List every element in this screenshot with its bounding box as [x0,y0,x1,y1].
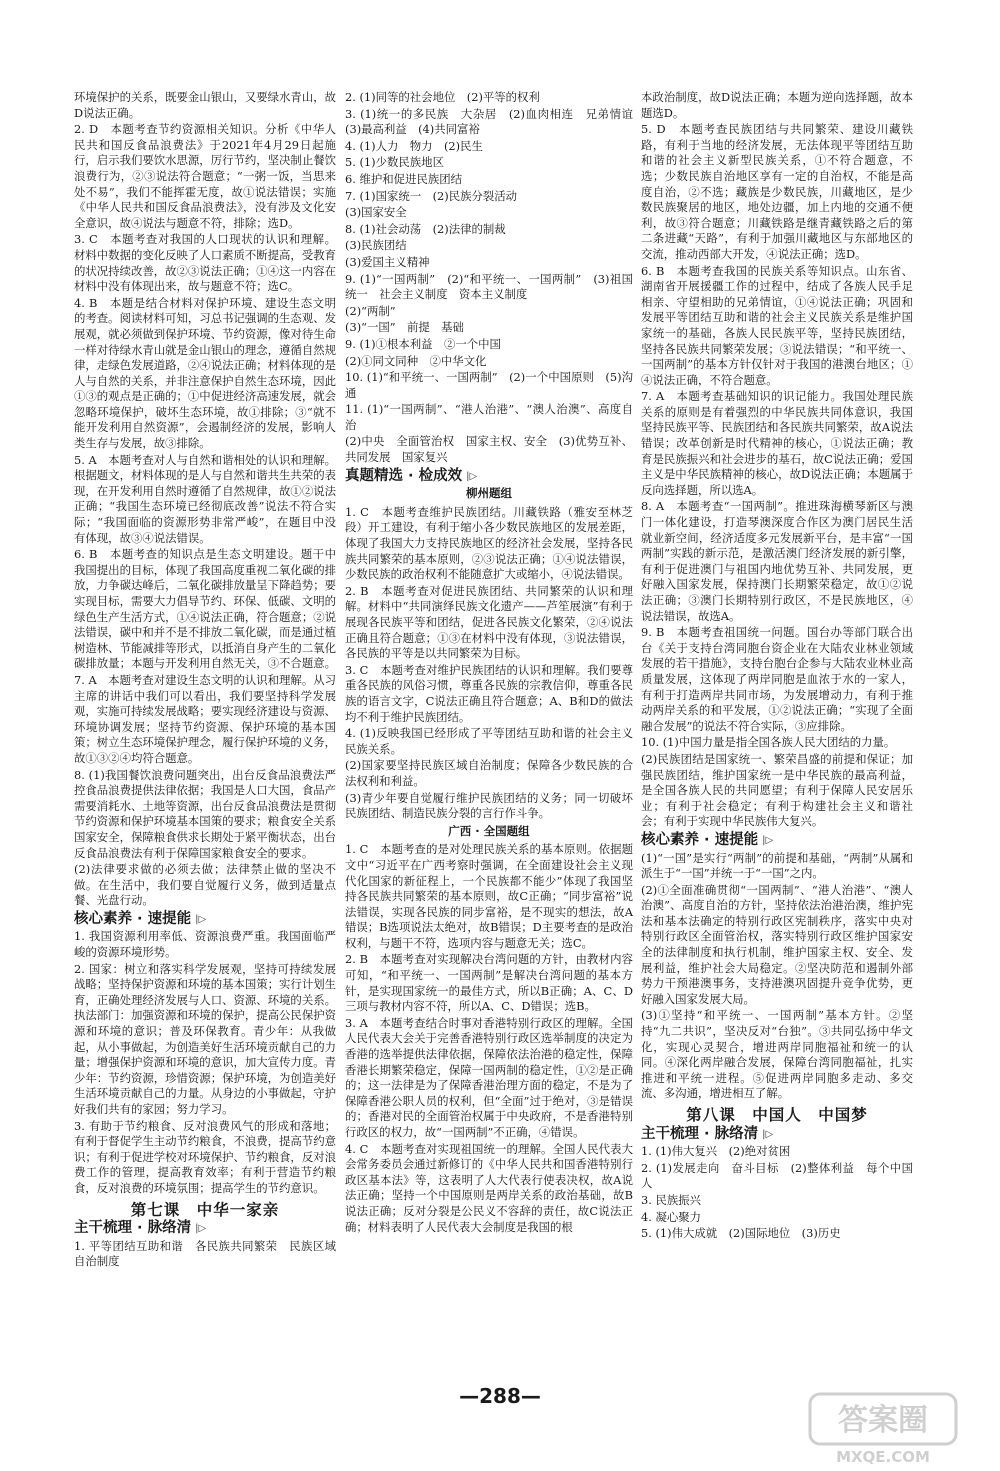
section-title: 真题精选 · 检成效 [345,467,463,484]
literacy-answer-1: 1. 我国资源利用率低、资源浪费严重。我国面临严峻的资源环境形势。 [74,929,336,960]
outline-item: 8. (1)社会动荡 (2)法律的制裁 [345,221,506,236]
lesson-title: 第八课 中国人 中国梦 [686,1106,868,1124]
answer-paragraph: 2. B 本题考查对促进民族团结、共同繁荣的认识和理解。材料中“共同演绎民族文化遗产——芦笙展演”有利于展现各民族平等和团结，促进各民族文化繁荣，②④说法正确且符合题意；①③在材料中没有体现，③说法错误，各民族的平等是以共同繁荣为目标。 [345,583,633,661]
answer-paragraph: (2)①全面准确贯彻“一国两制”、“港人治港”、“澳人治澳”、高度自治的方针，坚持依法治港治澳，维护宪法和基本法确定的特别行政区宪制秩序，落实中央对特别行政区全面管治权，落实特别行政区维护国家安全的法律制度和执行机制，维护国家主权、安全、发展利益，维护社会大局稳定。②坚决防范和遏制外部势力干预港澳事务，支持港澳巩固提升竞争优势，更好融入国家发展大局。 [641,882,913,1006]
answer-5: 5. A 本题考查对人与自然和谐相处的认识和理解。根据题文，材料体现的是人与自然和谐共生共荣的表现，在开发利用自然时遵循了自然规律，故①②说法正确；“我国生态环境已经彻底改善”说法不符合实际；“我国面临的资源形势非常严峻”，在题目中没有体现，故③④说法错误。 [74,452,336,545]
section-heading [74,1221,336,1237]
answer-8-part1: 8. (1)我国餐饮浪费问题突出，出台反食品浪费法严控食品浪费提供法律依据；我国是人口大国，食品产需要消耗水、土地等资源，出台反食品浪费法是贯彻节约资源和保护环境基本国策的要求；粮食安全关系国家安全，保障粮食供求长期处于紧平衡状态，出台反食品浪费法有利于保障国家粮食安全的要求。 [74,767,336,860]
answer-paragraph: 6. B 本题考查我国的民族关系等知识点。山东省、湖南省开展援疆工作的过程中，结成了各族人民手足相亲、守望相助的兄弟情谊，①④说法正确；巩固和发展平等团结互助和谐的社会主义民族关系是维护国家统一的基础，各族人民民族平等，坚持民族团结，坚持各民族共同繁荣发展；③说法错误；“和平统一、一国两制”的基本方针仅针对于我国的港澳台地区；①④说法正确，不符合题意。 [641,263,913,387]
outline-item: (3)国家安全 [345,205,407,220]
answer-paragraph: 10. (1)中国力量是指全国各族人民大团结的力量。 [641,735,896,750]
answer-8-part2: (2)法律要求做的必须去做；法律禁止做的坚决不做。在生活中，我们要自觉履行义务，做到适量点餐、光盘行动。 [74,862,336,908]
outline-item: 2. (1)发展走向 奋斗目标 (2)整体利益 每个中国人 [641,1160,913,1191]
outline-item: (2)中央 全面管治权 国家主权、安全 (3)优势互补、共同发展 国家复兴 [345,434,633,465]
outline-item: 10. (1)“和平统一、一国两制” (2)一个中国原则 (5)沟通 [345,370,633,400]
answer-paragraph: 9. B 本题考查祖国统一问题。国台办等部门联合出台《关于支持台湾同胞台资企业在大陆农业林业领域发展的若干措施》，支持台胞台企参与大陆农业林业高质量发展，这体现了两岸同胞是血浓于水的一家人，有利于打造两岸共同市场，为发展增动力，有利于推动两岸关系的和平发展，①②说法正确；“实现了全面融合发展”的说法不符合实际，③应排除。 [641,625,913,733]
section-title: 核心素养 · 速提能 [74,910,192,927]
section-title: 主干梳理 · 脉络清 [641,1125,759,1142]
answer-paragraph: 4. C 本题考查对实现祖国统一的理解。全国人民代表大会常务委员会通过新修订的《中华人民共和国香港特别行政区基本法》等，这表明了人大代表行使表决权，故A说法正确；坚持一个中国原则是两岸关系的政治基础，故B说法正确；反对分裂是公民义不容辞的责任，故C说法正确；材料表明了人民代表大会制度是我国的根 [345,1141,633,1234]
left-column [74,90,336,1271]
answer-2: 2. D 本题考查节约资源相关知识。分析《中华人民共和国反食品浪费法》于2021年4月29日起施行，启示我们要饮水思源，厉行节约，坚决制止餐饮浪费行为，②③说法符合题意；“一粥一饭，当思来处不易”，我们不能挥霍无度，故①说法错误；实施《中华人民共和国反食品浪费法》，没有涉及文化安全意识，故④说法与题意不符，排除；选D。 [74,122,336,230]
section-heading [641,833,913,849]
answer-paragraph: (2)国家要坚持民族区域自治制度；保障各少数民族的合法权利和利益。 [345,758,633,788]
outline-item: 3. (1)统一的多民族 大杂居 (2)血肉相连 兄弟情谊 (3)最高利益 (4)共同富裕 [345,106,645,137]
outline-item: 9. (1)“一国两制” (2)“和平统一、一国两制” (3)祖国统一 社会主义制度 资本主义制度 [345,271,633,302]
outline-item: 5. (1)少数民族地区 [345,155,444,170]
outline-item: 1. (1)伟大复兴 (2)绝对贫困 [641,1144,791,1159]
answer-paragraph: 3. A 本题考查结合时事对香港特别行政区的理解。全国人民代表大会关于完善香港特别行政区选举制度的决定为香港的选举提供法律依据，保障依法治港的稳定性，保障香港长期繁荣稳定，保障一国两制的稳定性，①②是正确的；这一法律是为了保障香港治理方面的稳定，不是为了保障香港公职人员的权利，但“全面”过于绝对，③是错误的；香港对民的全面管治权属于中央政府，不是香港特别行政区的权力，故“一国两制”不正确，④错误。 [345,1015,633,1139]
section-arrow-icon: |▷ [762,834,774,846]
subsection-heading: 广西 · 全国题组 [448,823,530,838]
outline-item: 9. (1)①根本利益 ②一个中国 [345,336,501,351]
outline-item: 11. (1)“一国两制”、“港人治港”、“澳人治澳”、高度自治 [345,402,633,432]
answer-paragraph: (2)民族团结是国家统一、繁荣昌盛的前提和保证；加强民族团结，维护国家统一是中华民族的最高利益，是全国各族人民的共同愿望；有利于保障人民安居乐业；有利于社会稳定；有利于构建社会主义和谐社会；有利于实现中华民族伟大复兴。 [641,751,913,829]
outline-item: (3)“一国” 前提 基础 [345,320,464,335]
answer-paragraph: 2. B 本题考查对实现解决台湾问题的方针，由教材内容可知，“和平统一、一国两制”是解决台湾问题的基本方针，是实现国家统一的最佳方式，所以B正确；A、C、D三项与教材内容不符，所以A、C、D错误；选B。 [345,952,633,1014]
section-heading [345,469,633,485]
watermark-text: 答案圈 [838,1403,928,1438]
section-title: 核心素养 · 速提能 [641,831,759,848]
outline-item: (3)民族团结 [345,238,407,253]
outline-item: (2)①同文同种 ②中华文化 [345,353,487,368]
outline-item: 4. 凝心聚力 [641,1209,702,1224]
answer-paragraph: 本政治制度，故D说法正确；本题为逆向选择题，故本题选D。 [641,90,913,120]
section-arrow-icon: |▷ [466,470,478,482]
outline-item: 3. 民族振兴 [641,1192,702,1207]
middle-column [345,90,645,1236]
right-column [641,90,913,1243]
page-number: —288— [459,1384,541,1408]
section-arrow-icon: |▷ [195,913,207,925]
watermark-url: MXQE.COM [836,1448,930,1466]
outline-item: (3)爱国主义精神 [345,254,430,269]
watermark-logo [808,1392,958,1468]
outline-item: 2. (1)同等的社会地位 (2)平等的权利 [345,90,540,104]
answer-paragraph: 1. C 本题考查的是对处理民族关系的基本原则。依据题文中“习近平在广西考察时强调，在全面建设社会主义现代化国家的新征程上，一个民族都不能少”体现了我国坚持各民族共同繁荣的基本原则，故C正确；“同步富裕”说法错误，实现各民族的同步富裕，是不现实的想法，故A错误；B选项说法太绝对，故B错误；D主要考查的是政治权利，与题干不符，选项内容与题意无关；选C。 [345,842,633,950]
outline-item: 5. (1)伟大成就 (2)国际地位 (3)历史 [641,1226,841,1241]
outline-item: 4. (1)人力 物力 (2)民生 [345,138,483,153]
answer-6: 6. B 本题考查的知识点是生态文明建设。题干中我国提出的目标，体现了我国高度重视二氧化碳的排放，力争碳达峰后，二氧化碳排放量呈下降趋势；要实现目标，需要大力倡导节约、环保、低碳、文明的绿色生产生活方式，①④说法正确，符合题意；②说法错误，碳中和并不是不排放二氧化碳，而是通过植树造林、节能减排等形式，以抵消自身产生的二氧化碳排放量；本题与开发利用自然无关，③不合题意。 [74,547,336,671]
outline-item: 1. 平等团结互助和谐 各民族共同繁荣 民族区域自治制度 [74,1238,336,1269]
literacy-answer-2: 2. 国家：树立和落实科学发展观，坚持可持续发展战略；坚持保护资源和环境的基本国策；实行计划生育，正确处理经济发展与人口、资源、环境的关系。执法部门：加强资源和环境的保护，提高公民保护资源和环境的意识；普及环保教育。青少年：从我做起，从小事做起，为创造美好生活环境贡献自己的力量；增强保护资源和环境的意识，加大宣传力度。青少年：节约资源，珍惜资源；保护环境，为创造美好生活环境贡献自己的力量。从身边的小事做起，守护好我们共有的家园；努力学习。 [74,961,336,1116]
outline-item: (2)“两制” [345,303,396,318]
answer-paragraph: 3. C 本题考查对维护民族团结的认识和理解。我们要尊重各民族的风俗习惯，尊重各民族的宗教信仰，尊重各民族的语言文字，C说法正确且符合题意；A、B和D的做法均不利于维护民族团结。 [345,662,633,724]
section-heading [74,912,336,928]
outline-item: 7. (1)国家统一 (2)民族分裂活动 [345,188,518,203]
answer-paragraph: 8. A 本题考查“一国两制”。推进珠海横琴新区与澳门一体化建设，打造琴澳深度合作区为澳门居民生活就业新空间，经济适度多元发展新平台，是丰富“一国两制”实践的新示范，是激活澳门经济发展的新引擎，有利于促进澳门与祖国内地优势互补、共同发展，更好融入国家发展，保持澳门长期繁荣稳定，故①②说法正确；③澳门长期特别行政区，不是民族地区，④说法错误，故选A。 [641,499,913,623]
section-title: 主干梳理 · 脉络清 [74,1220,192,1237]
answer-paragraph: 5. D 本题考查民族团结与共同繁荣、建设川藏铁路，有利于当地的经济发展，无法体现平等团结互助和谐的社会主义新型民族关系，①不符合题意，不选；少数民族自治地区享有一定的自治权，不能是高度自治，②不选；藏族是少数民族，川藏地区，是少数民族聚居的地区，地处边疆，加上内地的交通不便利，故③符合题意；川藏铁路是继青藏铁路之后的第二条进藏“天路”，有利于加强川藏地区与东部地区的交流，推动西部大开发，④说法正确；选D。 [641,122,913,261]
answer-paragraph: (3)①坚持“和平统一、一国两制”基本方针。②坚持“九二共识”，坚决反对“台独”。③共同弘扬中华文化，实现心灵契合，增进两岸同胞福祉和统一的认同。④深化两岸融合发展，保障台湾同胞福祉，扎实推进和平统一进程。⑤促进两岸同胞多走动、多交流、多沟通，增进相互了解。 [641,1008,913,1101]
answer-paragraph: (3)青少年要自觉履行维护民族团结的义务；同一切破坏民族团结、制造民族分裂的言行作斗争。 [345,790,633,821]
answer-7: 7. A 本题考查对建设生态文明的认识和理解。从习主席的讲话中我们可以看出，我们要坚持科学发展观，实施可持续发展战略；要实现经济建设与资源、环境协调发展；坚持节约资源、保护环境的基本国策；树立生态环境保护理念，履行保护环境的义务，故①③②④均符合题意。 [74,672,336,765]
lesson-title: 第七课 中华一家亲 [130,1200,280,1219]
answer-paragraph: 1. C 本题考查维护民族团结。川藏铁路（雅安至林芝段）开工建设，有利于缩小各少数民族地区的发展差距，体现了我国大力支持民族地区的经济社会发展，坚持各民族共同繁荣的基本原则，②③说法正确；①④说法错误，少数民族的政治权利不能随意扩大或缩小，④说法错误。 [345,504,633,582]
answer-paragraph: 4. (1)反映我国已经形成了平等团结互助和谐的社会主义民族关系。 [345,726,633,756]
outline-item: 6. 维护和促进民族团结 [345,171,463,186]
answer-paragraph: 7. A 本题考查基础知识的识记能力。我国处理民族关系的原则是有着强烈的中华民族共同体意识，我国坚持民族平等、民族团结和各民族共同繁荣，故A说法错误；改革创新是时代精神的核心，①说法正确；教育是民族振兴和社会进步的基石，故C说法正确；爱国主义是中华民族精神的核心，故D说法正确；本题属于反向选择题，所以选A。 [641,389,913,497]
literacy-answer-3: 3. 有助于节约粮食、反对浪费风气的形成和落地；有利于督促学生主动节约粮食，不浪费，提高节约意识；有利于促进学校对环境保护、节约粮食，反对浪费工作的管理，提高教育效率；有利于营造节约粮食，反对浪费的环境氛围；提高学生的节约意识。 [74,1118,336,1195]
section-arrow-icon: |▷ [762,1128,774,1140]
answer-paragraph: (1)“一国”是实行“两制”的前提和基础，“两制”从属和派生于“一国”并统一于“一国”之内。 [641,850,913,881]
answer-4: 4. B 本题是结合材料对保护环境、建设生态文明的考查。阅读材料可知，习总书记强调的生态观、发展观，就必须做到保护环境、节约资源，像对待生命一样对待绿水青山就是金山银山的理念，遵循自然规律，走绿色发展道路，②④说法正确；材料体现的是人与自然的关系，并非注意保护自然生态环境，因此①③的观点是正确的；①中促进经济高速发展，就会忽略环境保护，破坏生态环境，故①排除；③“就不能开发利用自然资源”，会遏制经济的发展，影响人类生存与发展，故③排除。 [74,295,336,451]
section-heading [641,1127,913,1143]
subsection-heading: 柳州题组 [466,486,512,501]
section-arrow-icon: |▷ [195,1223,207,1235]
answer-paragraph: 环境保护的关系，既要金山银山，又要绿水青山，故D说法正确。 [74,90,336,120]
answer-3: 3. C 本题考查对我国的人口现状的认识和理解。材料中数据的变化反映了人口素质不断提高，受教育的状况持续改善，故②③说法正确；①④这一内容在材料中没有体现出来，故与题意不符；选C。 [74,232,336,294]
